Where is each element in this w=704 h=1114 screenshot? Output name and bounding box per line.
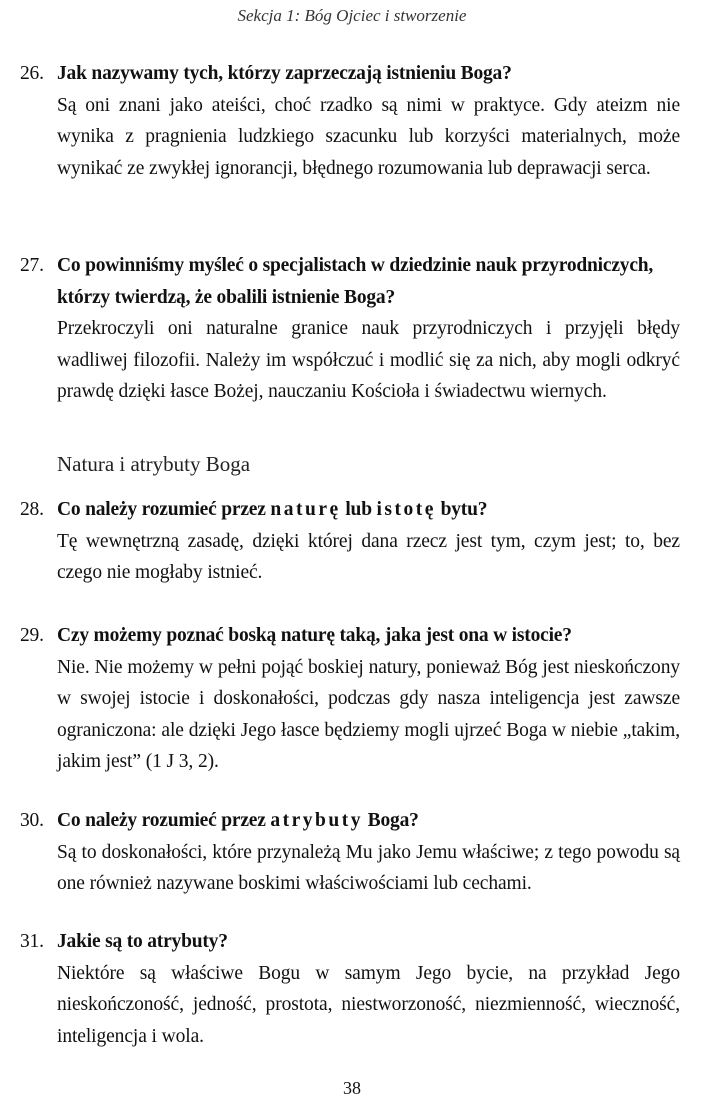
question-text: Jak nazywamy tych, którzy zaprzeczają istnieniu Boga? — [57, 63, 512, 84]
answer-text: Są to doskonałości, które przynależą Mu jako Jemu właściwe; z tego powodu są one również nazywane boskimi właściwościami lub cechami. — [57, 841, 680, 894]
question — [20, 250, 680, 313]
emphasized-term: atrybuty — [270, 810, 363, 831]
answer-text: Tę wewnętrzną zasadę, dzięki której dana rzecz jest tym, czym jest; to, bez czego nie mogłaby istnieć. — [57, 530, 680, 583]
qa-item-27 — [20, 250, 680, 408]
question — [20, 926, 680, 958]
answer-text: Są oni znani jako ateiści, choć rzadko są nimi w praktyce. Gdy ateizm nie wynika z pragnienia ludzkiego szacunku lub korzyści materialnych, może wynikać ze zwykłej ignorancji, błędnego rozumowania lub deprawacji serca. — [57, 94, 680, 179]
question-text — [57, 494, 680, 526]
qa-item-26 — [20, 58, 680, 184]
question-number: 31. — [20, 931, 44, 952]
question-text — [57, 805, 680, 837]
question-text: Co powinniśmy myśleć o specjalistach w dziedzinie nauk przyrodniczych, którzy twierdzą, że obalili istnienie Boga? — [57, 255, 654, 308]
emphasized-term: istotę — [376, 499, 436, 520]
qa-item-28 — [20, 494, 680, 589]
answer-text: Przekroczyli oni naturalne granice nauk przyrodniczych i przyjęli błędy wadliwej filozofii. Należy im współczuć i modlić się za nich, aby mogli odkryć prawdę dzięki łasce Bożej, nauczaniu Kościoła i świadectwu wiernych. — [57, 318, 680, 402]
question — [20, 58, 680, 90]
page-number: 38 — [343, 1078, 361, 1098]
question-part: bytu? — [435, 499, 488, 520]
question-text: Czy możemy poznać boską naturę taką, jaka jest ona w istocie? — [57, 625, 572, 646]
qa-item-30 — [20, 805, 680, 900]
question-number: 29. — [20, 625, 44, 646]
question-number: 28. — [20, 499, 44, 520]
question-number: 26. — [20, 63, 44, 84]
answer-text: Niektóre są właściwe Bogu w samym Jego bycie, na przykład Jego nieskończoność, jedność, prostota, niestworzoność, niezmienność, wieczność, inteligencja i wola. — [57, 962, 680, 1047]
question — [20, 494, 680, 526]
question — [20, 805, 680, 837]
question — [20, 620, 680, 652]
question-part: lub — [340, 499, 377, 520]
section-heading: Natura i atrybuty Boga — [57, 452, 251, 476]
question-part: Boga? — [363, 810, 419, 831]
question-number: 30. — [20, 810, 44, 831]
running-head: Sekcja 1: Bóg Ojciec i stworzenie — [237, 6, 467, 25]
question-number: 27. — [20, 255, 44, 276]
question-part: Co należy rozumieć przez — [57, 499, 271, 520]
qa-item-29 — [20, 620, 680, 778]
answer-text: Nie. Nie możemy w pełni pojąć boskiej natury, ponieważ Bóg jest nieskończony w swojej istocie i doskonałości, podczas gdy nasza inteligencja jest zawsze ograniczona: ale dzięki Jego łasce będziemy mogli ujrzeć Boga w niebie „takim, jakim jest” (1 J 3, 2). — [57, 656, 680, 772]
question-part: Co należy rozumieć przez — [57, 810, 271, 831]
question-text: Jakie są to atrybuty? — [57, 931, 228, 952]
emphasized-term: naturę — [270, 499, 341, 520]
qa-item-31 — [20, 926, 680, 1052]
